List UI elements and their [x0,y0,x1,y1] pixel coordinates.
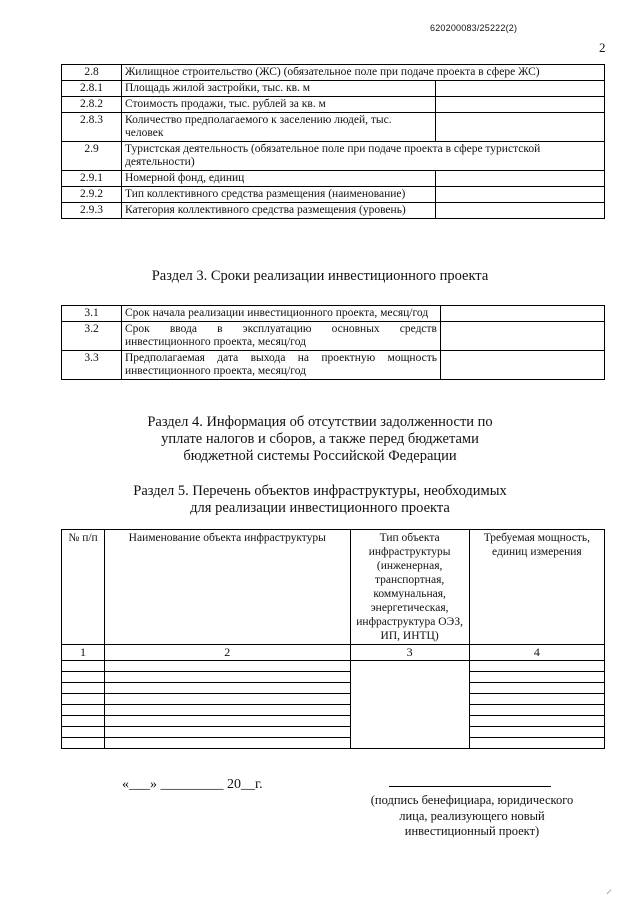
section3-timeline-table [61,305,605,380]
blank-cell[interactable] [105,705,350,716]
section5-title-line: для реализации инвестиционного проекта [190,500,450,516]
row-label: Туристская деятельность (обязательное поле при подаче проекта в сфере туристской деятельности) [122,142,605,171]
value-cell[interactable] [441,322,605,351]
blank-cell[interactable] [62,683,105,694]
blank-cell[interactable] [469,738,604,749]
header-cell-number: № п/п [62,530,105,645]
page-number: 2 [599,40,606,55]
blank-cell[interactable] [350,661,469,749]
row-number: 2.9.3 [62,203,122,219]
column-number: 3 [350,645,469,661]
row-label: Площадь жилой застройки, тыс. кв. м [122,81,436,97]
signature-line [389,786,551,787]
blank-row [62,672,605,683]
row-label: Количество предполагаемого к заселению людей, тыс. человек [122,113,436,142]
header-cell-name: Наименование объекта инфраструктуры [105,530,350,645]
row-label: Срок начала реализации инвестиционного проекта, месяц/год [122,306,441,322]
table-row [62,65,605,81]
blank-cell[interactable] [469,661,604,672]
section5-title [0,483,640,517]
blank-row [62,661,605,672]
blank-cell[interactable] [62,694,105,705]
table-row [62,187,605,203]
blank-row [62,727,605,738]
blank-cell[interactable] [105,738,350,749]
header-cell-capacity: Требуемая мощность, единиц измерения [469,530,604,645]
value-cell[interactable] [436,203,605,219]
header-cell-type: Тип объекта инфраструктуры (инженерная, транспортная, коммунальная, энергетическая, инфраструктура ОЭЗ, ИП, ИНТЦ) [350,530,469,645]
blank-cell[interactable] [105,661,350,672]
row-number: 2.9.1 [62,171,122,187]
row-label: Тип коллективного средства размещения (наименование) [122,187,436,203]
row-label: Предполагаемая дата выхода на проектную мощность инвестиционного проекта, месяц/год [122,351,441,380]
row-number: 2.9 [62,142,122,171]
row-number: 2.9.2 [62,187,122,203]
signature-caption-line: (подпись бенефициара, юридического [370,793,574,807]
blank-cell[interactable] [469,705,604,716]
blank-row [62,683,605,694]
blank-cell[interactable] [62,661,105,672]
blank-cell[interactable] [105,694,350,705]
blank-cell[interactable] [62,727,105,738]
blank-row [62,716,605,727]
signature-caption-line: лица, реализующего новый [399,808,545,823]
row-number: 3.3 [62,351,122,380]
value-cell[interactable] [436,171,605,187]
row-number: 3.2 [62,322,122,351]
blank-cell[interactable] [62,705,105,716]
blank-cell[interactable] [62,672,105,683]
blank-cell[interactable] [469,727,604,738]
column-number: 2 [105,645,350,661]
blank-cell[interactable] [62,738,105,749]
column-number: 4 [469,645,604,661]
row-number: 3.1 [62,306,122,322]
column-number-row [62,645,605,661]
row-number: 2.8.3 [62,113,122,142]
blank-cell[interactable] [469,716,604,727]
section5-infrastructure-table [61,529,605,749]
blank-cell[interactable] [105,672,350,683]
row-number: 2.8.1 [62,81,122,97]
table-row [62,171,605,187]
row-label: Срок ввода в эксплуатацию основных средств инвестиционного проекта, месяц/год [122,322,441,351]
section3-title: Раздел 3. Сроки реализации инвестиционного проекта [151,268,489,284]
value-cell[interactable] [436,81,605,97]
table-row [62,306,605,322]
blank-row [62,705,605,716]
blank-cell[interactable] [105,727,350,738]
blank-cell[interactable] [469,672,604,683]
section4-title [0,414,640,465]
blank-cell[interactable] [62,716,105,727]
section4-title-line: бюджетной системы Российской Федерации [183,448,457,464]
value-cell[interactable] [441,306,605,322]
section4-title-line: Раздел 4. Информация об отсутствии задолженности по [147,414,493,430]
table-row [62,81,605,97]
row-label: Жилищное строительство (ЖС) (обязательное поле при подаче проекта в сфере ЖС) [122,65,605,81]
table-row [62,97,605,113]
signature-caption-line: инвестиционный проект) [404,824,540,838]
document-code: 620200083/25222(2) [430,23,518,33]
table-header-row [62,530,605,645]
row-label: Категория коллективного средства размещения (уровень) [122,203,436,219]
blank-row [62,738,605,749]
value-cell[interactable] [436,97,605,113]
row-number: 2.8.2 [62,97,122,113]
blank-row [62,694,605,705]
table-row [62,351,605,380]
value-cell[interactable] [436,113,605,142]
row-number: 2.8 [62,65,122,81]
value-cell[interactable] [441,351,605,380]
corner-mark: ⸝ [606,882,613,896]
value-cell[interactable] [436,187,605,203]
blank-cell[interactable] [105,716,350,727]
table-row [62,142,605,171]
table-row [62,322,605,351]
blank-cell[interactable] [469,694,604,705]
signature-caption [352,793,592,840]
section5-title-line: Раздел 5. Перечень объектов инфраструктуры, необходимых [133,483,507,499]
table-row [62,203,605,219]
section4-title-line: уплате налогов и сборов, а также перед бюджетами [161,431,479,447]
signature-date: «___» _________ 20__г. [122,777,263,792]
row-label: Стоимость продажи, тыс. рублей за кв. м [122,97,436,113]
table-row [62,113,605,142]
blank-cell[interactable] [105,683,350,694]
investment-details-table [61,64,605,219]
column-number: 1 [62,645,105,661]
row-label: Номерной фонд, единиц [122,171,436,187]
blank-cell[interactable] [469,683,604,694]
